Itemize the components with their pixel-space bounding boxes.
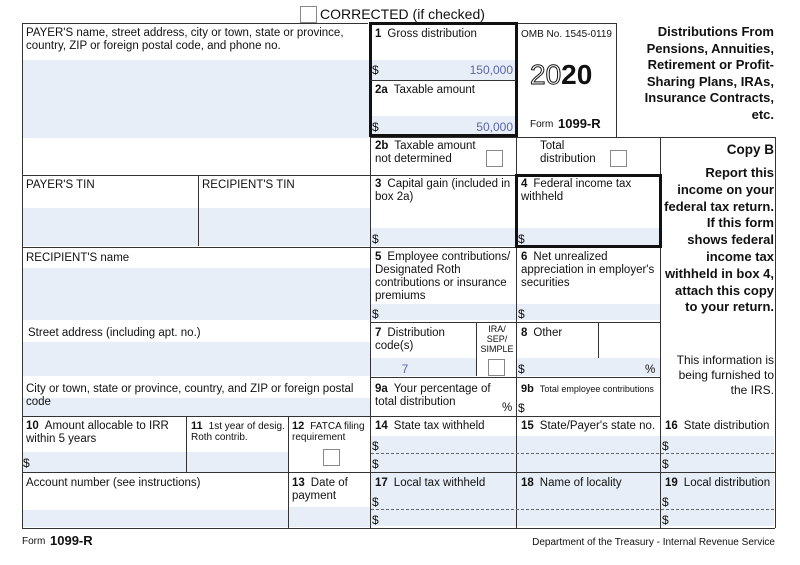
box11-label: 11 1st year of desig. Roth contrib. — [191, 420, 285, 443]
date-fill — [289, 507, 370, 527]
box9a-percent: % — [502, 402, 513, 414]
copy-title: Copy B — [726, 142, 774, 157]
box6-label: 6 Net unrealized appreciation in employer's securities — [521, 251, 655, 289]
street-fill — [23, 342, 370, 376]
form-label: Form — [530, 119, 554, 130]
box19-dollar-1: $ — [662, 495, 669, 509]
box10-11-fill — [23, 452, 288, 472]
recipient-name-label: RECIPIENT'S name — [26, 252, 130, 264]
box10-dollar: $ — [23, 456, 30, 470]
ira-sep-simple-label: IRA/ SEP/ SIMPLE — [480, 324, 514, 354]
box5-dollar: $ — [372, 307, 379, 321]
form-name: 1099-R — [558, 116, 601, 131]
box3-label: 3 Capital gain (included in box 2a) — [375, 178, 511, 203]
total-distribution-label: Total distribution — [540, 140, 596, 165]
box1-dollar: $ — [372, 63, 379, 77]
box2a-dollar: $ — [372, 120, 379, 134]
account-label: Account number (see instructions) — [26, 477, 201, 489]
payer-name-fill — [23, 60, 370, 138]
box1-value[interactable]: 150,000 — [469, 63, 513, 77]
box18-label: 18 Name of locality — [521, 477, 622, 489]
box10-label: 10 Amount allocable to IRR within 5 years — [26, 420, 169, 445]
total-distribution-checkbox[interactable] — [610, 150, 627, 167]
payer-tin-fill — [23, 208, 198, 246]
box9a-label: 9a Your percentage of total distribution — [375, 383, 491, 408]
box8-fill — [517, 358, 660, 376]
ira-sep-simple-checkbox[interactable] — [488, 359, 505, 376]
box9b-label: 9b Total employee contributions — [521, 383, 654, 395]
footer-form-label: Form — [22, 536, 46, 547]
street-label: Street address (including apt. no.) — [28, 327, 201, 339]
irs-info: This information is being furnished to the IRS. — [676, 353, 774, 397]
box7-value[interactable]: 7 — [401, 362, 409, 376]
box15-label: 15 State/Payer's state no. — [521, 420, 656, 432]
box8-label: 8 Other — [521, 327, 563, 339]
box2a-label: 2a Taxable amount — [375, 84, 475, 96]
account-fill — [23, 510, 288, 527]
recipient-tin-label: RECIPIENT'S TIN — [202, 179, 295, 191]
corrected-checkbox[interactable] — [300, 6, 317, 23]
box7-label: 7 Distribution code(s) — [375, 327, 445, 352]
omb-number: OMB No. 1545-0119 — [521, 29, 612, 40]
box3-dollar: $ — [372, 232, 379, 246]
recipient-name-fill — [23, 268, 370, 320]
footer-department: Department of the Treasury - Internal Revenue Service — [532, 537, 775, 548]
box13-label: 13 Date of payment — [292, 477, 348, 502]
box19-label: 19 Local distribution — [665, 477, 771, 489]
payer-name-label: PAYER'S name, street address, city or town, state or province, country, ZIP or foreign postal code, and phone no. — [26, 27, 344, 52]
box2a-value[interactable]: 50,000 — [476, 120, 513, 134]
copy-instructions: Report this income on your federal tax return. If this form shows federal income tax withheld in box 4, attach this copy to your return. — [664, 165, 774, 315]
box17-dollar-2: $ — [372, 513, 379, 527]
box2b-checkbox[interactable] — [486, 150, 503, 167]
box5-fill — [371, 304, 516, 320]
box14-dollar-2: $ — [372, 457, 379, 471]
box16-label: 16 State distribution — [665, 420, 770, 432]
box14-label: 14 State tax withheld — [375, 420, 485, 432]
box17-dollar-1: $ — [372, 495, 379, 509]
box12-label: 12 FATCA filing requirement — [292, 420, 365, 443]
recipient-tin-fill — [199, 208, 370, 246]
box14-dollar-1: $ — [372, 439, 379, 453]
box3-fill — [371, 228, 516, 246]
box6-fill — [517, 304, 660, 320]
box6-dollar: $ — [518, 307, 525, 321]
box5-label: 5 Employee contributions/ Designated Roth contributions or insurance premiums — [375, 251, 511, 302]
box2b-label: 2b Taxable amount not determined — [375, 140, 476, 165]
box19-dollar-2: $ — [662, 513, 669, 527]
box4-label: 4 Federal income tax withheld — [521, 178, 632, 203]
box9b-dollar: $ — [518, 401, 525, 415]
city-label: City or town, state or province, country, and ZIP or foreign postal code — [26, 383, 354, 408]
form-title: Distributions From Pensions, Annuities, Retirement or Profit-Sharing Plans, IRAs, Insurance Contracts, etc. — [644, 24, 774, 122]
box4-dollar: $ — [518, 232, 525, 246]
box16-dollar-2: $ — [662, 457, 669, 471]
box8-dollar: $ — [518, 362, 525, 376]
fatca-checkbox[interactable] — [323, 449, 340, 466]
box8-percent: % — [645, 364, 656, 376]
footer-form-name: 1099-R — [50, 533, 93, 548]
box1-label: 1 Gross distribution — [375, 28, 477, 40]
box16-dollar-1: $ — [662, 439, 669, 453]
payer-tin-label: PAYER'S TIN — [26, 179, 95, 191]
tax-year: 2020 — [530, 59, 593, 90]
corrected-label: CORRECTED (if checked) — [320, 6, 485, 22]
box17-label: 17 Local tax withheld — [375, 477, 486, 489]
